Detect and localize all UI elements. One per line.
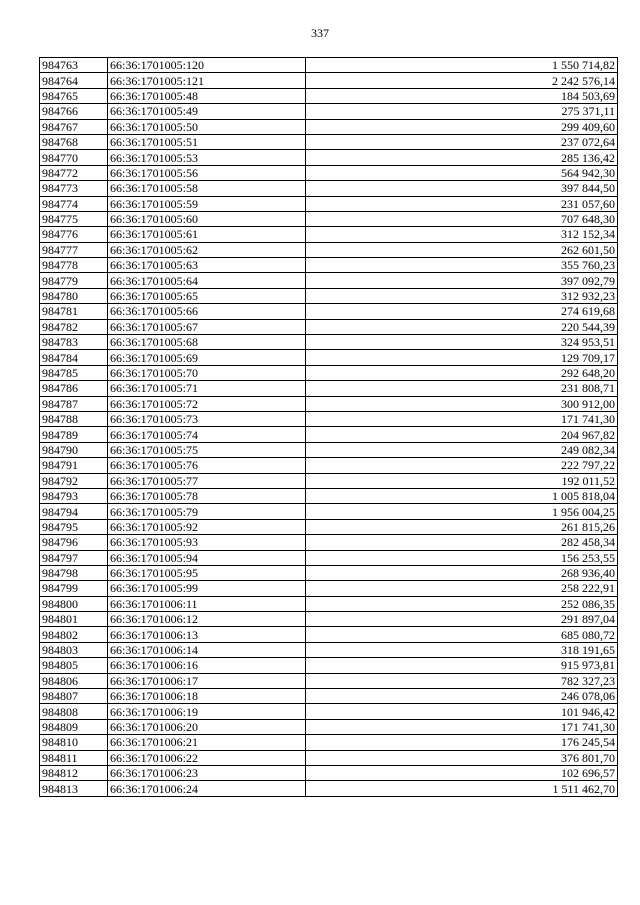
cadastral-value-cell: 204 967,82 — [306, 427, 618, 442]
cadastral-value-cell: 312 932,23 — [306, 288, 618, 303]
table-row — [40, 288, 618, 303]
table-row — [40, 781, 618, 796]
table-row — [40, 719, 618, 734]
table-row — [40, 396, 618, 411]
cadastral-value-cell: 685 080,72 — [306, 627, 618, 642]
table-row — [40, 227, 618, 242]
cadastral-number-cell: 66:36:1701006:19 — [108, 704, 306, 719]
row-number-cell: 984803 — [40, 642, 108, 657]
cadastral-number-cell: 66:36:1701006:11 — [108, 596, 306, 611]
cadastral-value-cell: 1 956 004,25 — [306, 504, 618, 519]
row-number-cell: 984795 — [40, 519, 108, 534]
cadastral-number-cell: 66:36:1701005:74 — [108, 427, 306, 442]
row-number-cell: 984780 — [40, 288, 108, 303]
cadastral-number-cell: 66:36:1701005:53 — [108, 150, 306, 165]
table-row — [40, 427, 618, 442]
table-row — [40, 535, 618, 550]
cadastral-value-cell: 2 242 576,14 — [306, 73, 618, 88]
table-row — [40, 73, 618, 88]
cadastral-number-cell: 66:36:1701005:62 — [108, 242, 306, 257]
cadastral-value-cell: 292 648,20 — [306, 365, 618, 380]
row-number-cell: 984810 — [40, 735, 108, 750]
table-row — [40, 119, 618, 134]
cadastral-value-cell: 318 191,65 — [306, 642, 618, 657]
cadastral-number-cell: 66:36:1701005:78 — [108, 488, 306, 503]
row-number-cell: 984778 — [40, 258, 108, 273]
cadastral-number-cell: 66:36:1701006:12 — [108, 612, 306, 627]
table-row — [40, 150, 618, 165]
row-number-cell: 984790 — [40, 442, 108, 457]
row-number-cell: 984768 — [40, 134, 108, 149]
table-row — [40, 442, 618, 457]
row-number-cell: 984811 — [40, 750, 108, 765]
cadastral-number-cell: 66:36:1701005:79 — [108, 504, 306, 519]
table-row — [40, 411, 618, 426]
cadastral-number-cell: 66:36:1701005:56 — [108, 165, 306, 180]
cadastral-number-cell: 66:36:1701005:71 — [108, 381, 306, 396]
cadastral-value-cell: 285 136,42 — [306, 150, 618, 165]
cadastral-number-cell: 66:36:1701005:69 — [108, 350, 306, 365]
cadastral-number-cell: 66:36:1701005:120 — [108, 58, 306, 73]
row-number-cell: 984796 — [40, 535, 108, 550]
cadastral-number-cell: 66:36:1701005:58 — [108, 181, 306, 196]
cadastral-number-cell: 66:36:1701005:93 — [108, 535, 306, 550]
page-number: 337 — [311, 26, 329, 40]
cadastral-value-cell: 222 797,22 — [306, 458, 618, 473]
table-row — [40, 750, 618, 765]
cadastral-value-table — [39, 57, 618, 797]
row-number-cell: 984767 — [40, 119, 108, 134]
cadastral-number-cell: 66:36:1701005:76 — [108, 458, 306, 473]
cadastral-number-cell: 66:36:1701006:16 — [108, 658, 306, 673]
table-row — [40, 381, 618, 396]
cadastral-value-cell: 707 648,30 — [306, 211, 618, 226]
row-number-cell: 984792 — [40, 473, 108, 488]
table-row — [40, 181, 618, 196]
cadastral-value-cell: 312 152,34 — [306, 227, 618, 242]
cadastral-number-cell: 66:36:1701005:75 — [108, 442, 306, 457]
table-body — [40, 58, 618, 797]
cadastral-number-cell: 66:36:1701005:72 — [108, 396, 306, 411]
table-row — [40, 273, 618, 288]
table-row — [40, 627, 618, 642]
table-row — [40, 458, 618, 473]
cadastral-value-cell: 782 327,23 — [306, 673, 618, 688]
cadastral-value-cell: 397 844,50 — [306, 181, 618, 196]
row-number-cell: 984773 — [40, 181, 108, 196]
row-number-cell: 984791 — [40, 458, 108, 473]
row-number-cell: 984764 — [40, 73, 108, 88]
cadastral-number-cell: 66:36:1701005:65 — [108, 288, 306, 303]
cadastral-value-cell: 246 078,06 — [306, 689, 618, 704]
row-number-cell: 984801 — [40, 612, 108, 627]
cadastral-value-cell: 324 953,51 — [306, 335, 618, 350]
cadastral-number-cell: 66:36:1701005:60 — [108, 211, 306, 226]
row-number-cell: 984784 — [40, 350, 108, 365]
row-number-cell: 984779 — [40, 273, 108, 288]
table-row — [40, 658, 618, 673]
cadastral-number-cell: 66:36:1701006:18 — [108, 689, 306, 704]
cadastral-number-cell: 66:36:1701006:20 — [108, 719, 306, 734]
row-number-cell: 984781 — [40, 304, 108, 319]
cadastral-number-cell: 66:36:1701005:50 — [108, 119, 306, 134]
cadastral-value-cell: 299 409,60 — [306, 119, 618, 134]
table-row — [40, 258, 618, 273]
row-number-cell: 984772 — [40, 165, 108, 180]
row-number-cell: 984789 — [40, 427, 108, 442]
cadastral-number-cell: 66:36:1701006:17 — [108, 673, 306, 688]
cadastral-number-cell: 66:36:1701005:99 — [108, 581, 306, 596]
cadastral-number-cell: 66:36:1701005:61 — [108, 227, 306, 242]
row-number-cell: 984797 — [40, 550, 108, 565]
row-number-cell: 984799 — [40, 581, 108, 596]
row-number-cell: 984783 — [40, 335, 108, 350]
cadastral-number-cell: 66:36:1701005:92 — [108, 519, 306, 534]
cadastral-value-cell: 171 741,30 — [306, 411, 618, 426]
cadastral-value-cell: 101 946,42 — [306, 704, 618, 719]
cadastral-number-cell: 66:36:1701005:77 — [108, 473, 306, 488]
row-number-cell: 984786 — [40, 381, 108, 396]
cadastral-value-cell: 1 005 818,04 — [306, 488, 618, 503]
table-row — [40, 304, 618, 319]
row-number-cell: 984806 — [40, 673, 108, 688]
cadastral-value-cell: 355 760,23 — [306, 258, 618, 273]
table-row — [40, 335, 618, 350]
cadastral-number-cell: 66:36:1701005:121 — [108, 73, 306, 88]
row-number-cell: 984782 — [40, 319, 108, 334]
table-row — [40, 196, 618, 211]
table-row — [40, 565, 618, 580]
row-number-cell: 984774 — [40, 196, 108, 211]
cadastral-number-cell: 66:36:1701006:23 — [108, 765, 306, 780]
table-row — [40, 673, 618, 688]
table-row — [40, 134, 618, 149]
row-number-cell: 984802 — [40, 627, 108, 642]
table-row — [40, 581, 618, 596]
table-row — [40, 350, 618, 365]
table-row — [40, 473, 618, 488]
row-number-cell: 984800 — [40, 596, 108, 611]
cadastral-value-cell: 274 619,68 — [306, 304, 618, 319]
table-row — [40, 550, 618, 565]
table-row — [40, 58, 618, 73]
cadastral-value-cell: 376 801,70 — [306, 750, 618, 765]
row-number-cell: 984770 — [40, 150, 108, 165]
table-row — [40, 765, 618, 780]
row-number-cell: 984808 — [40, 704, 108, 719]
cadastral-number-cell: 66:36:1701005:66 — [108, 304, 306, 319]
cadastral-number-cell: 66:36:1701005:70 — [108, 365, 306, 380]
table-row — [40, 642, 618, 657]
cadastral-number-cell: 66:36:1701005:94 — [108, 550, 306, 565]
cadastral-number-cell: 66:36:1701005:95 — [108, 565, 306, 580]
cadastral-number-cell: 66:36:1701005:49 — [108, 104, 306, 119]
cadastral-value-cell: 192 011,52 — [306, 473, 618, 488]
row-number-cell: 984777 — [40, 242, 108, 257]
cadastral-value-cell: 1 511 462,70 — [306, 781, 618, 796]
row-number-cell: 984763 — [40, 58, 108, 73]
cadastral-number-cell: 66:36:1701005:68 — [108, 335, 306, 350]
cadastral-value-cell: 397 092,79 — [306, 273, 618, 288]
cadastral-number-cell: 66:36:1701005:63 — [108, 258, 306, 273]
table-row — [40, 319, 618, 334]
cadastral-value-cell: 156 253,55 — [306, 550, 618, 565]
cadastral-number-cell: 66:36:1701005:48 — [108, 88, 306, 103]
cadastral-value-cell: 291 897,04 — [306, 612, 618, 627]
table-row — [40, 165, 618, 180]
cadastral-value-cell: 252 086,35 — [306, 596, 618, 611]
cadastral-number-cell: 66:36:1701005:67 — [108, 319, 306, 334]
cadastral-number-cell: 66:36:1701005:64 — [108, 273, 306, 288]
row-number-cell: 984776 — [40, 227, 108, 242]
cadastral-number-cell: 66:36:1701006:14 — [108, 642, 306, 657]
cadastral-value-cell: 261 815,26 — [306, 519, 618, 534]
row-number-cell: 984798 — [40, 565, 108, 580]
cadastral-number-cell: 66:36:1701006:13 — [108, 627, 306, 642]
table-row — [40, 242, 618, 257]
cadastral-value-cell: 282 458,34 — [306, 535, 618, 550]
cadastral-number-cell: 66:36:1701005:73 — [108, 411, 306, 426]
cadastral-value-cell: 300 912,00 — [306, 396, 618, 411]
cadastral-value-cell: 102 696,57 — [306, 765, 618, 780]
row-number-cell: 984809 — [40, 719, 108, 734]
cadastral-value-cell: 237 072,64 — [306, 134, 618, 149]
row-number-cell: 984785 — [40, 365, 108, 380]
table-row — [40, 504, 618, 519]
row-number-cell: 984794 — [40, 504, 108, 519]
cadastral-value-cell: 915 973,81 — [306, 658, 618, 673]
cadastral-number-cell: 66:36:1701005:59 — [108, 196, 306, 211]
table-row — [40, 519, 618, 534]
cadastral-value-cell: 249 082,34 — [306, 442, 618, 457]
cadastral-value-cell: 129 709,17 — [306, 350, 618, 365]
cadastral-value-cell: 564 942,30 — [306, 165, 618, 180]
cadastral-value-cell: 171 741,30 — [306, 719, 618, 734]
table-row — [40, 88, 618, 103]
row-number-cell: 984805 — [40, 658, 108, 673]
cadastral-number-cell: 66:36:1701006:22 — [108, 750, 306, 765]
cadastral-number-cell: 66:36:1701006:24 — [108, 781, 306, 796]
cadastral-value-cell: 220 544,39 — [306, 319, 618, 334]
table-row — [40, 612, 618, 627]
row-number-cell: 984813 — [40, 781, 108, 796]
cadastral-value-cell: 231 057,60 — [306, 196, 618, 211]
row-number-cell: 984812 — [40, 765, 108, 780]
table-row — [40, 704, 618, 719]
row-number-cell: 984788 — [40, 411, 108, 426]
table-row — [40, 104, 618, 119]
cadastral-value-cell: 258 222,91 — [306, 581, 618, 596]
cadastral-value-cell: 275 371,11 — [306, 104, 618, 119]
cadastral-value-cell: 176 245,54 — [306, 735, 618, 750]
cadastral-value-cell: 184 503,69 — [306, 88, 618, 103]
table-row — [40, 365, 618, 380]
row-number-cell: 984775 — [40, 211, 108, 226]
cadastral-number-cell: 66:36:1701006:21 — [108, 735, 306, 750]
cadastral-value-cell: 231 808,71 — [306, 381, 618, 396]
table-row — [40, 488, 618, 503]
table-row — [40, 211, 618, 226]
row-number-cell: 984807 — [40, 689, 108, 704]
row-number-cell: 984766 — [40, 104, 108, 119]
table-row — [40, 689, 618, 704]
cadastral-value-cell: 268 936,40 — [306, 565, 618, 580]
table-row — [40, 735, 618, 750]
cadastral-value-cell: 1 550 714,82 — [306, 58, 618, 73]
row-number-cell: 984787 — [40, 396, 108, 411]
table-row — [40, 596, 618, 611]
cadastral-number-cell: 66:36:1701005:51 — [108, 134, 306, 149]
row-number-cell: 984765 — [40, 88, 108, 103]
row-number-cell: 984793 — [40, 488, 108, 503]
cadastral-value-cell: 262 601,50 — [306, 242, 618, 257]
